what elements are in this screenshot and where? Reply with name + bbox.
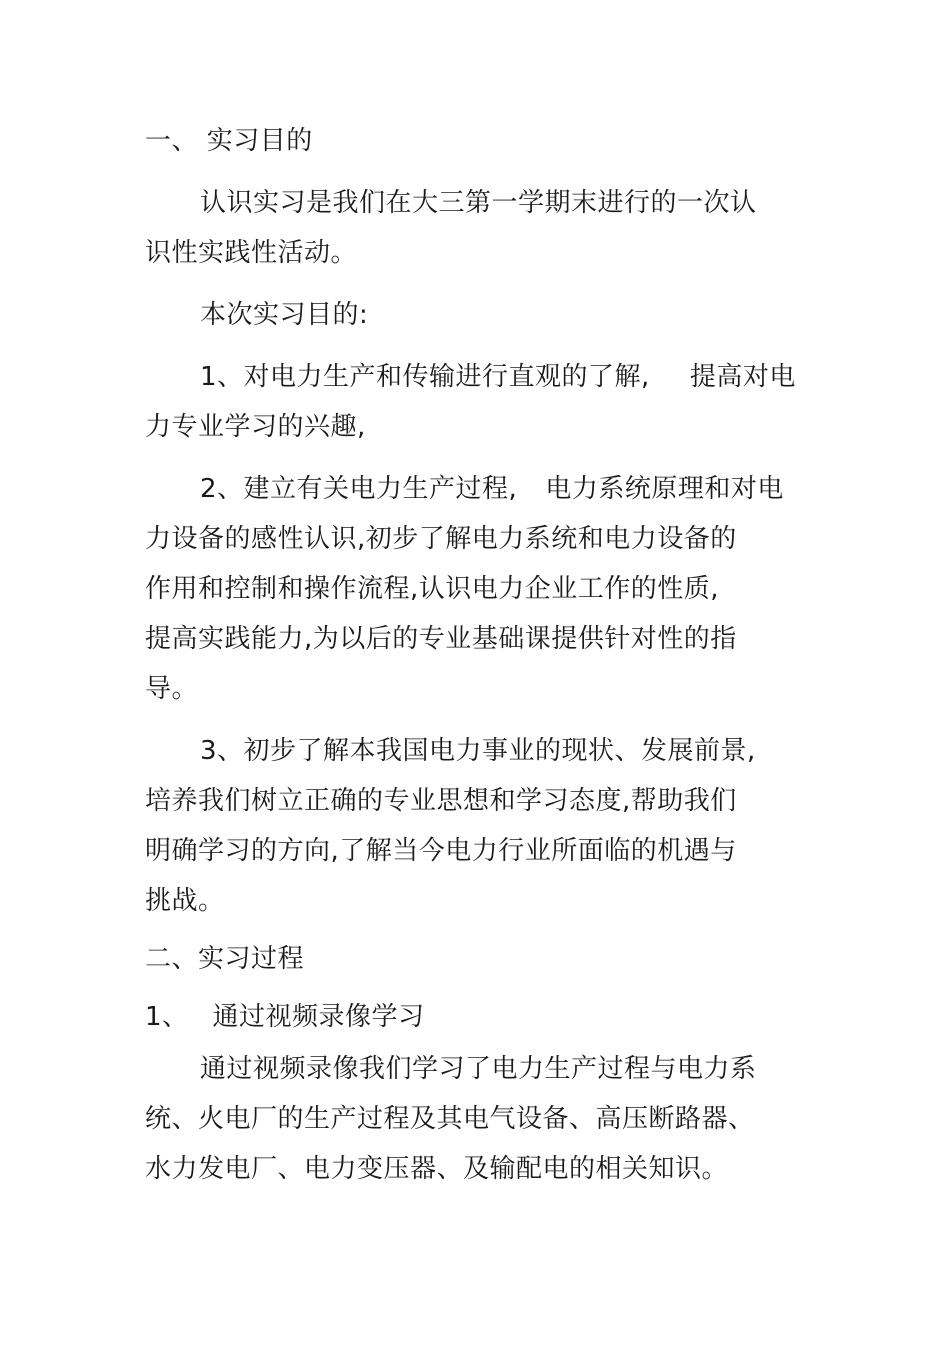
list-item-3-line: 明确学习的方向,了解当今电力行业所面临的机遇与 xyxy=(145,836,737,866)
list-item-2-line: 导。 xyxy=(145,674,199,704)
paragraph-line: 识性实践性活动。 xyxy=(145,238,358,268)
paragraph-line: 本次实习目的: xyxy=(200,300,369,330)
list-item-2-line xyxy=(200,472,784,506)
paragraph-line: 认识实习是我们在大三第一学期末进行的一次认 xyxy=(200,188,757,218)
list-item-1-line xyxy=(200,360,796,394)
subsection-title: 通过视频录像学习 xyxy=(212,1002,425,1032)
list-item-2-line: 作用和控制和操作流程,认识电力企业工作的性质, xyxy=(145,574,720,604)
paragraph-line: 统、火电厂的生产过程及其电气设备、高压断路器、 xyxy=(145,1104,755,1134)
list-item-1-line: 力专业学习的兴趣, xyxy=(145,412,366,442)
section-heading-objectives: 一、 实习目的 xyxy=(145,126,313,156)
subsection-number: 1、 xyxy=(145,1002,189,1032)
text-segment: 电力系统原理和对电 xyxy=(545,474,784,504)
list-item-3-line: 3、初步了解本我国电力事业的现状、发展前景, xyxy=(200,736,756,766)
text-segment: 提高对电 xyxy=(689,362,796,392)
section-heading-process: 二、实习过程 xyxy=(145,944,305,974)
list-item-2-line: 力设备的感性认识,初步了解电力系统和电力设备的 xyxy=(145,524,737,554)
subsection-heading xyxy=(145,1000,425,1034)
list-item-2-line: 提高实践能力,为以后的专业基础课提供针对性的指 xyxy=(145,624,737,654)
paragraph-line: 通过视频录像我们学习了电力生产过程与电力系 xyxy=(200,1054,757,1084)
text-segment: 2、建立有关电力生产过程, xyxy=(200,474,518,504)
list-item-3-line: 挑战。 xyxy=(145,886,225,916)
paragraph-line: 水力发电厂、电力变压器、及输配电的相关知识。 xyxy=(145,1154,729,1184)
text-segment: 1、对电力生产和传输进行直观的了解, xyxy=(200,362,650,392)
list-item-3-line: 培养我们树立正确的专业思想和学习态度,帮助我们 xyxy=(145,786,737,816)
